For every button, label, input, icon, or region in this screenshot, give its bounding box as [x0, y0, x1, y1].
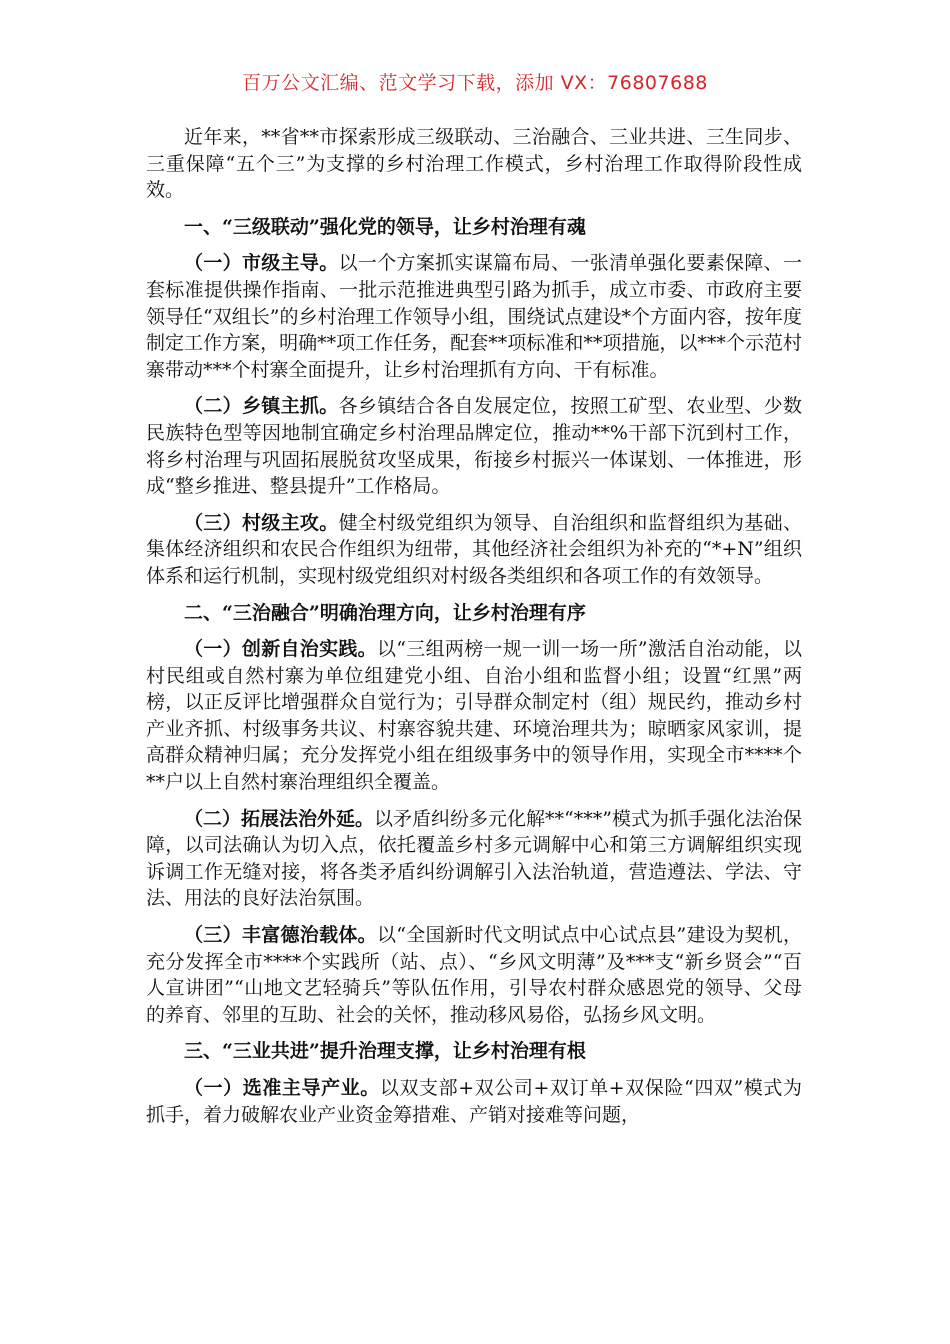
- paragraph-lead: （一）创新自治实践。: [184, 638, 377, 661]
- paragraph-text: 健全村级党组织为领导、自治组织和监督组织为基础、集体经济组织和农民合作组织为纽带，其他经济社会组织为补充的“*+N”组织体系和运行机制，实现村级党组织对村级各类组织和各项工作的有效领导。: [146, 511, 802, 587]
- paragraph-text: 以矛盾纠纷多元化解**“***”模式为抓手强化法治保障，以司法确认为切入点，依托覆盖乡村多元调解中心和第三方调解组织实现诉调工作无缝对接，将各类矛盾纠纷调解引入法治轨道，营造遵法、学法、守法、用法的良好法治氛围。: [146, 807, 802, 910]
- paragraph-text: 各乡镇结合各自发展定位，按照工矿型、农业型、少数民族特色型等因地制宜确定乡村治理品牌定位，推动**%干部下沉到村工作，将乡村治理与巩固拓展脱贫攻坚成果，衔接乡村振兴一体谋划、一体推进，形成“整乡推进、整县提升”工作格局。: [146, 395, 802, 498]
- paragraph: [146, 922, 802, 1028]
- paragraph-lead: （一）市级主导。: [184, 252, 339, 275]
- document-body: [146, 124, 802, 1138]
- paragraph-lead: （一）选准主导产业。: [184, 1077, 380, 1099]
- paragraph: [146, 806, 802, 912]
- intro-paragraph: 近年来，**省**市探索形成三级联动、三治融合、三业共进、三生同步、三重保障“五个三”为支撑的乡村治理工作模式，乡村治理工作取得阶段性成效。: [146, 126, 802, 202]
- paragraph: [146, 250, 802, 383]
- paragraph-lead: （三）丰富德治载体。: [184, 924, 377, 947]
- section-heading: 三、“三业共进”提升治理支撑，让乡村治理有根: [184, 1040, 586, 1063]
- section-heading: 二、“三治融合”明确治理方向，让乡村治理有序: [184, 601, 586, 624]
- paragraph: [146, 510, 802, 590]
- paragraph-text: 以“全国新时代文明试点中心试点县”建设为契机，充分发挥全市****个实践所（站、点）、“乡风文明薄”及***支“新乡贤会”“百人宣讲团”“山地文艺轻骑兵”等队伍作用，引导农村群众感恩党的领导、父母的养育、邻里的互助、社会的关怀，推动移风易俗，弘扬乡风文明。: [146, 924, 802, 1026]
- paragraph: [146, 1075, 802, 1128]
- paragraph-text: 以一个方案抓实谋篇布局、一张清单强化要素保障、一套标准提供操作指南、一批示范推进典型引路为抓手，成立市委、市政府主要领导任“双组长”的乡村治理工作领导小组，围绕试点建设*个方面内容，按年度制定工作方案，明确**项工作任务，配套**项标准和**项措施，以***个示范村寨带动***个村寨全面提升，让乡村治理抓有方向、干有标准。: [146, 252, 802, 381]
- paragraph: [146, 393, 802, 499]
- section-heading: 一、“三级联动”强化党的领导，让乡村治理有魂: [184, 215, 586, 238]
- paragraph: [146, 636, 802, 796]
- paragraph-lead: （二）拓展法治外延。: [184, 807, 375, 830]
- paragraph-lead: （三）村级主攻。: [184, 511, 339, 534]
- paragraph-text: 以“三组两榜一规一训一场一所”激活自治动能，以村民组或自然村寨为单位组建党小组、自治小组和监督小组；设置“红黑”两榜，以正反评比增强群众自觉行为；引导群众制定村（组）规民约，推动乡村产业齐抓、村级事务共议、村寨容貌共建、环境治理共为；晾晒家风家训，提高群众精神归属；充分发挥党小组在组级事务中的领导作用，实现全市****个**户以上自然村寨治理组织全覆盖。: [146, 638, 802, 794]
- paragraph-lead: （二）乡镇主抓。: [184, 395, 339, 418]
- paragraph-text: 以双支部+双公司+双订单+双保险“四双”模式为抓手，着力破解农业产业资金筹措难、产销对接难等问题，: [146, 1077, 802, 1126]
- watermark-header: 百万公文汇编、范文学习下载，添加 VX：76807688: [242, 72, 708, 94]
